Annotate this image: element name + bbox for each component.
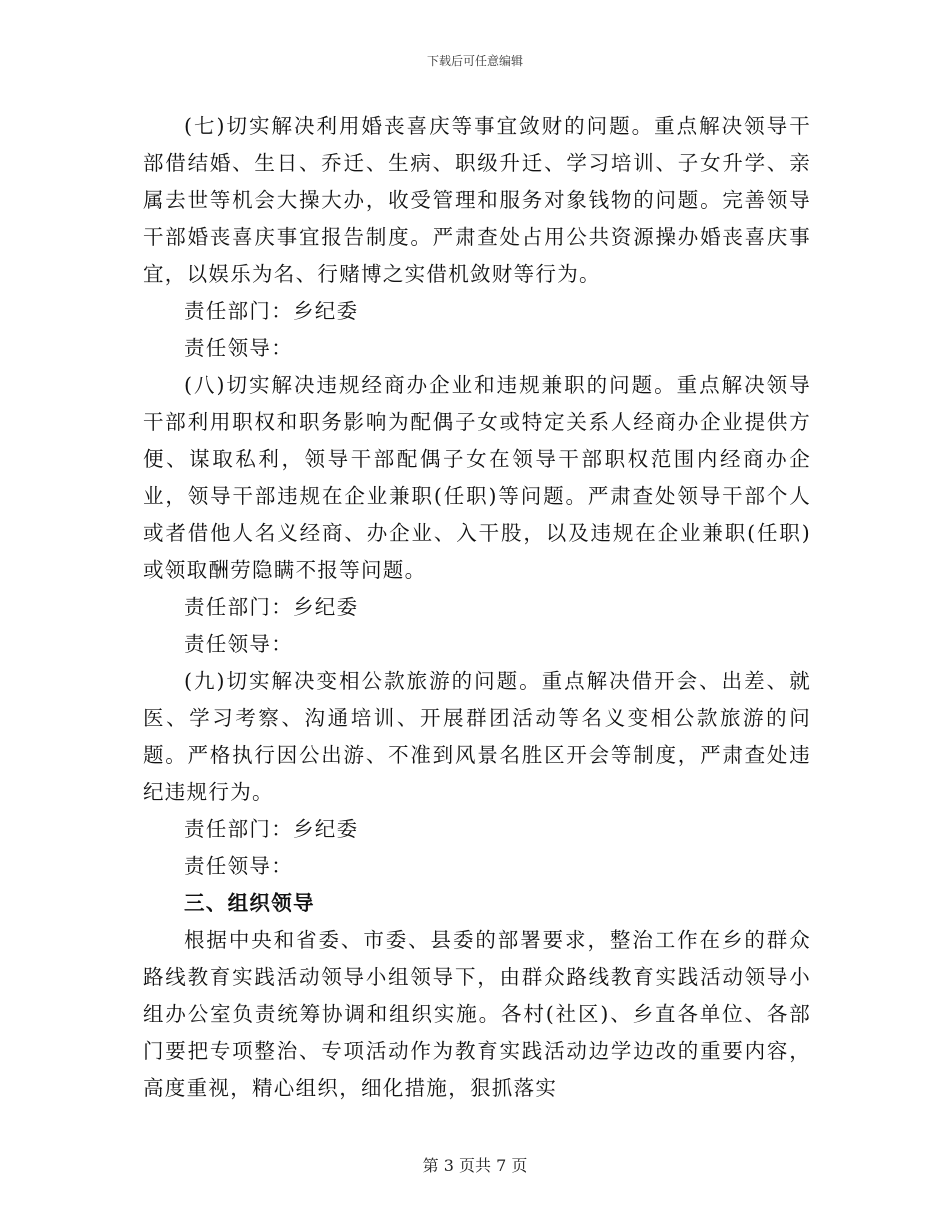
responsible-department-7: 责任部门：乡纪委 bbox=[184, 299, 359, 323]
responsible-department-9: 责任部门：乡纪委 bbox=[184, 817, 359, 841]
paragraph-item-7: (七)切实解决利用婚丧喜庆等事宜敛财的问题。重点解决领导干部借结婚、生日、乔迁、生病、职级升迁、学习培训、子女升学、亲属去世等机会大操大办，收受管理和服务对象钱物的问题。完善领导干部婚丧喜庆事宜报告制度。严肃查处占用公共资源操办婚丧喜庆事宜，以娱乐为名、行赌博之实借机敛财等行为。 bbox=[143, 114, 811, 286]
responsible-leader-7: 责任领导： bbox=[184, 336, 293, 360]
page-header: 下载后可任意编辑 bbox=[426, 54, 523, 68]
paragraph-item-9: (九)切实解决变相公款旅游的问题。重点解决借开会、出差、就医、学习考察、沟通培训、开展群团活动等名义变相公款旅游的问题。严格执行因公出游、不准到风景名胜区开会等制度，严肃查处违纪违规行为。 bbox=[143, 669, 811, 804]
paragraph-organization: 根据中央和省委、市委、县委的部署要求，整治工作在乡的群众路线教育实践活动领导小组领导下，由群众路线教育实践活动领导小组办公室负责统筹协调和组织实施。各村(社区)、乡直各单位、各部门要把专项整治、专项活动作为教育实践活动边学边改的重要内容，高度重视，精心组织，细化措施，狠抓落实 bbox=[143, 928, 811, 1100]
responsible-department-8: 责任部门：乡纪委 bbox=[184, 595, 359, 619]
document-body bbox=[143, 108, 811, 1107]
section-heading-organization: 三、组织领导 bbox=[184, 891, 315, 915]
paragraph-item-8: (八)切实解决违规经商办企业和违规兼职的问题。重点解决领导干部利用职权和职务影响为配偶子女或特定关系人经商办企业提供方便、谋取私利，领导干部配偶子女在领导干部职权范围内经商办企业，领导干部违规在企业兼职(任职)等问题。严肃查处领导干部个人或者借他人名义经商、办企业、入干股，以及违规在企业兼职(任职)或领取酬劳隐瞒不报等问题。 bbox=[143, 373, 811, 582]
responsible-leader-9: 责任领导： bbox=[184, 854, 293, 878]
page-number: 第 3 页共 7 页 bbox=[422, 1156, 528, 1175]
responsible-leader-8: 责任领导： bbox=[184, 632, 293, 656]
